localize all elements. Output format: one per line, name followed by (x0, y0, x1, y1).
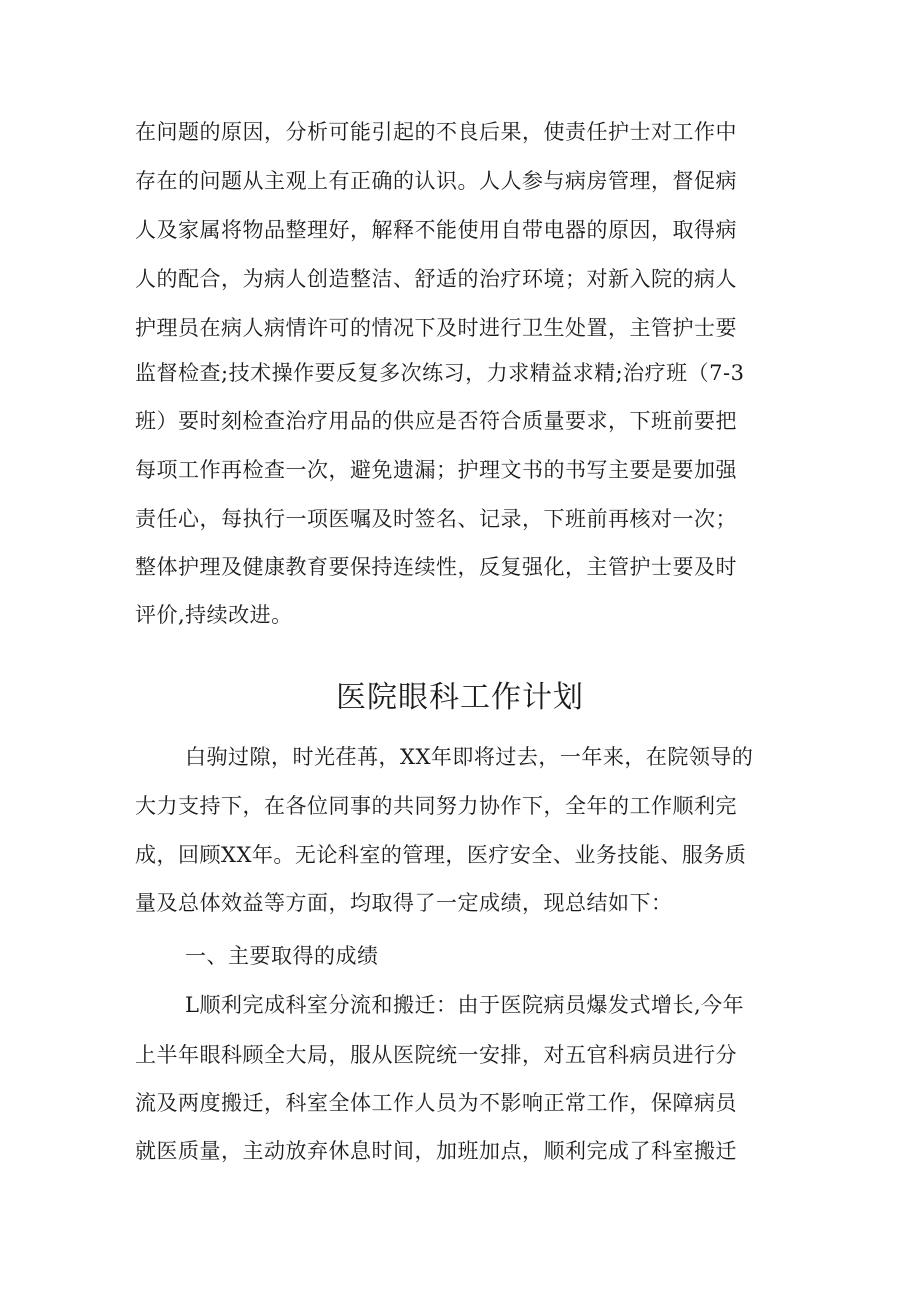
document-title: 医院眼科工作计划 (336, 680, 584, 715)
paragraph-line: 上半年眼科顾全大局，服从医院统一安排，对五官科病员进行分 (135, 1043, 737, 1067)
paragraph-line: 每项工作再检查一次，避免遗漏；护理文书的书写主要是要加强 (135, 458, 737, 482)
paragraph-line: 在问题的原因，分析可能引起的不良后果，使责任护士对工作中 (135, 120, 737, 144)
paragraph-line: 评价,持续改进。 (135, 603, 293, 627)
section-heading: 一、主要取得的成绩 (185, 944, 379, 968)
paragraph-line: 就医质量，主动放弃休息时间，加班加点，顺利完成了科室搬迁 (135, 1139, 737, 1163)
paragraph-line: 成，回顾XX年。无论科室的管理，医疗安全、业务技能、服务质 (135, 843, 747, 867)
paragraph-line: 监督检查;技术操作要反复多次练习，力求精益求精;治疗班（7-3 (135, 361, 745, 385)
paragraph-line: 存在的问题从主观上有正确的认识。人人参与病房管理，督促病 (135, 169, 737, 193)
paragraph-line: 整体护理及健康教育要保持连续性，反复强化，主管护士要及时 (135, 555, 737, 579)
paragraph-line: 责任心，每执行一项医嘱及时签名、记录，下班前再核对一次； (135, 507, 737, 531)
paragraph-line: 大力支持下，在各位同事的共同努力协作下，全年的工作顺利完 (135, 794, 737, 818)
paragraph-line: 量及总体效益等方面，均取得了一定成绩，现总结如下： (135, 891, 673, 915)
paragraph-line: L顺利完成科室分流和搬迁：由于医院病员爆发式增长,今年 (185, 993, 745, 1017)
paragraph-line: 流及两度搬迁，科室全体工作人员为不影响正常工作，保障病员 (135, 1091, 737, 1115)
paragraph-line: 班）要时刻检查治疗用品的供应是否符合质量要求，下班前要把 (135, 409, 737, 433)
paragraph-line: 白驹过隙，时光荏苒，XX年即将过去，一年来，在院领导的 (185, 745, 754, 769)
paragraph-line: 人及家属将物品整理好，解释不能使用自带电器的原因，取得病 (135, 218, 737, 242)
paragraph-line: 护理员在病人病情许可的情况下及时进行卫生处置，主管护士要 (135, 316, 737, 340)
paragraph-line: 人的配合，为病人创造整洁、舒适的治疗环境；对新入院的病人 (135, 267, 737, 291)
